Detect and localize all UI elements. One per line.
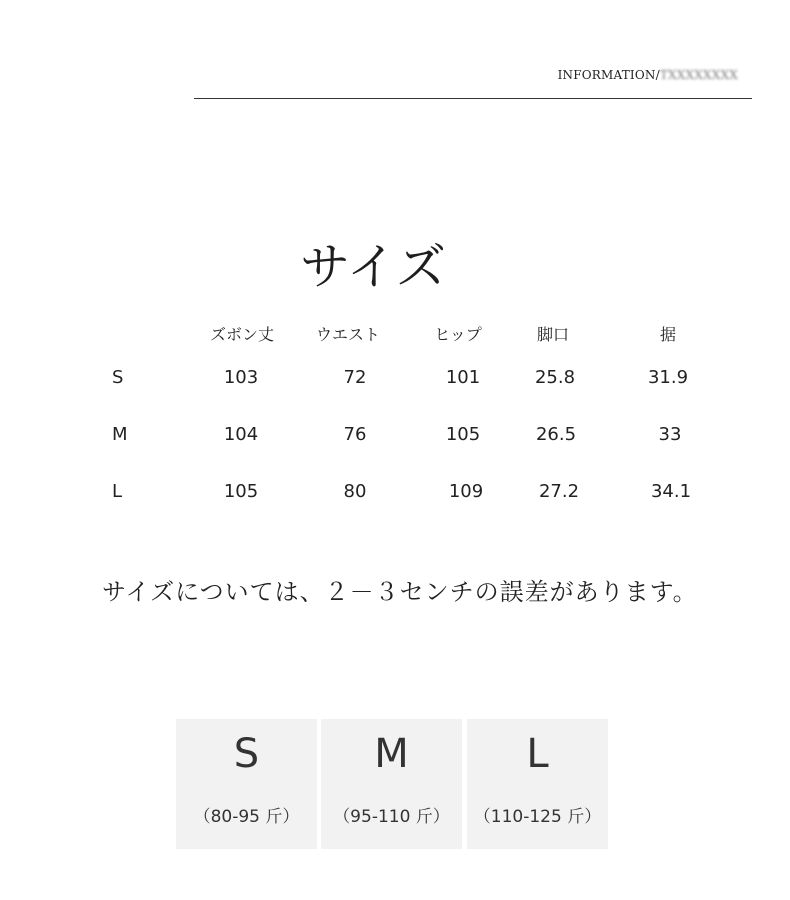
size-box-s — [176, 719, 317, 849]
size-box-weight-range: （95-110 斤） — [333, 807, 450, 827]
table-cell: 25.8 — [534, 367, 576, 388]
table-cell: 105 — [445, 424, 481, 445]
info-header-text: INFORMATION/TXXXXXXXX — [557, 68, 738, 82]
info-header-blurred-text: TXXXXXXXX — [659, 68, 738, 82]
column-header-leg-opening: 脚口 — [536, 325, 569, 344]
column-header-length: ズボン丈 — [209, 325, 274, 344]
row-label-l: L — [112, 481, 123, 502]
table-cell: 27.2 — [538, 481, 580, 502]
size-tolerance-note: サイズについては、２－３センチの誤差があります。 — [102, 578, 698, 606]
table-cell: 26.5 — [535, 424, 577, 445]
size-box-letter: S — [233, 731, 260, 777]
table-cell: 104 — [223, 424, 259, 445]
table-cell: 103 — [223, 367, 259, 388]
size-box-letter: L — [526, 731, 549, 777]
row-label-s: S — [112, 367, 124, 388]
size-box-m — [321, 719, 462, 849]
table-cell: 76 — [343, 424, 367, 445]
size-box-weight-range: （80-95 斤） — [193, 807, 300, 827]
table-cell: 105 — [223, 481, 259, 502]
page-title: サイズ — [300, 238, 446, 296]
table-cell: 80 — [343, 481, 367, 502]
row-label-m: M — [112, 424, 128, 445]
info-header — [194, 62, 752, 99]
table-cell: 31.9 — [647, 367, 689, 388]
size-box-weight-range: （110-125 斤） — [473, 807, 602, 827]
size-box-letter: M — [374, 731, 409, 777]
table-cell: 34.1 — [650, 481, 692, 502]
table-cell: 33 — [658, 424, 682, 445]
column-header-waist: ウエスト — [315, 325, 380, 344]
table-cell: 72 — [343, 367, 367, 388]
table-cell: 109 — [448, 481, 484, 502]
column-header-hip: ヒップ — [434, 325, 482, 344]
size-box-l — [467, 719, 608, 849]
column-header-hem: 据 — [659, 325, 676, 344]
table-cell: 101 — [445, 367, 481, 388]
